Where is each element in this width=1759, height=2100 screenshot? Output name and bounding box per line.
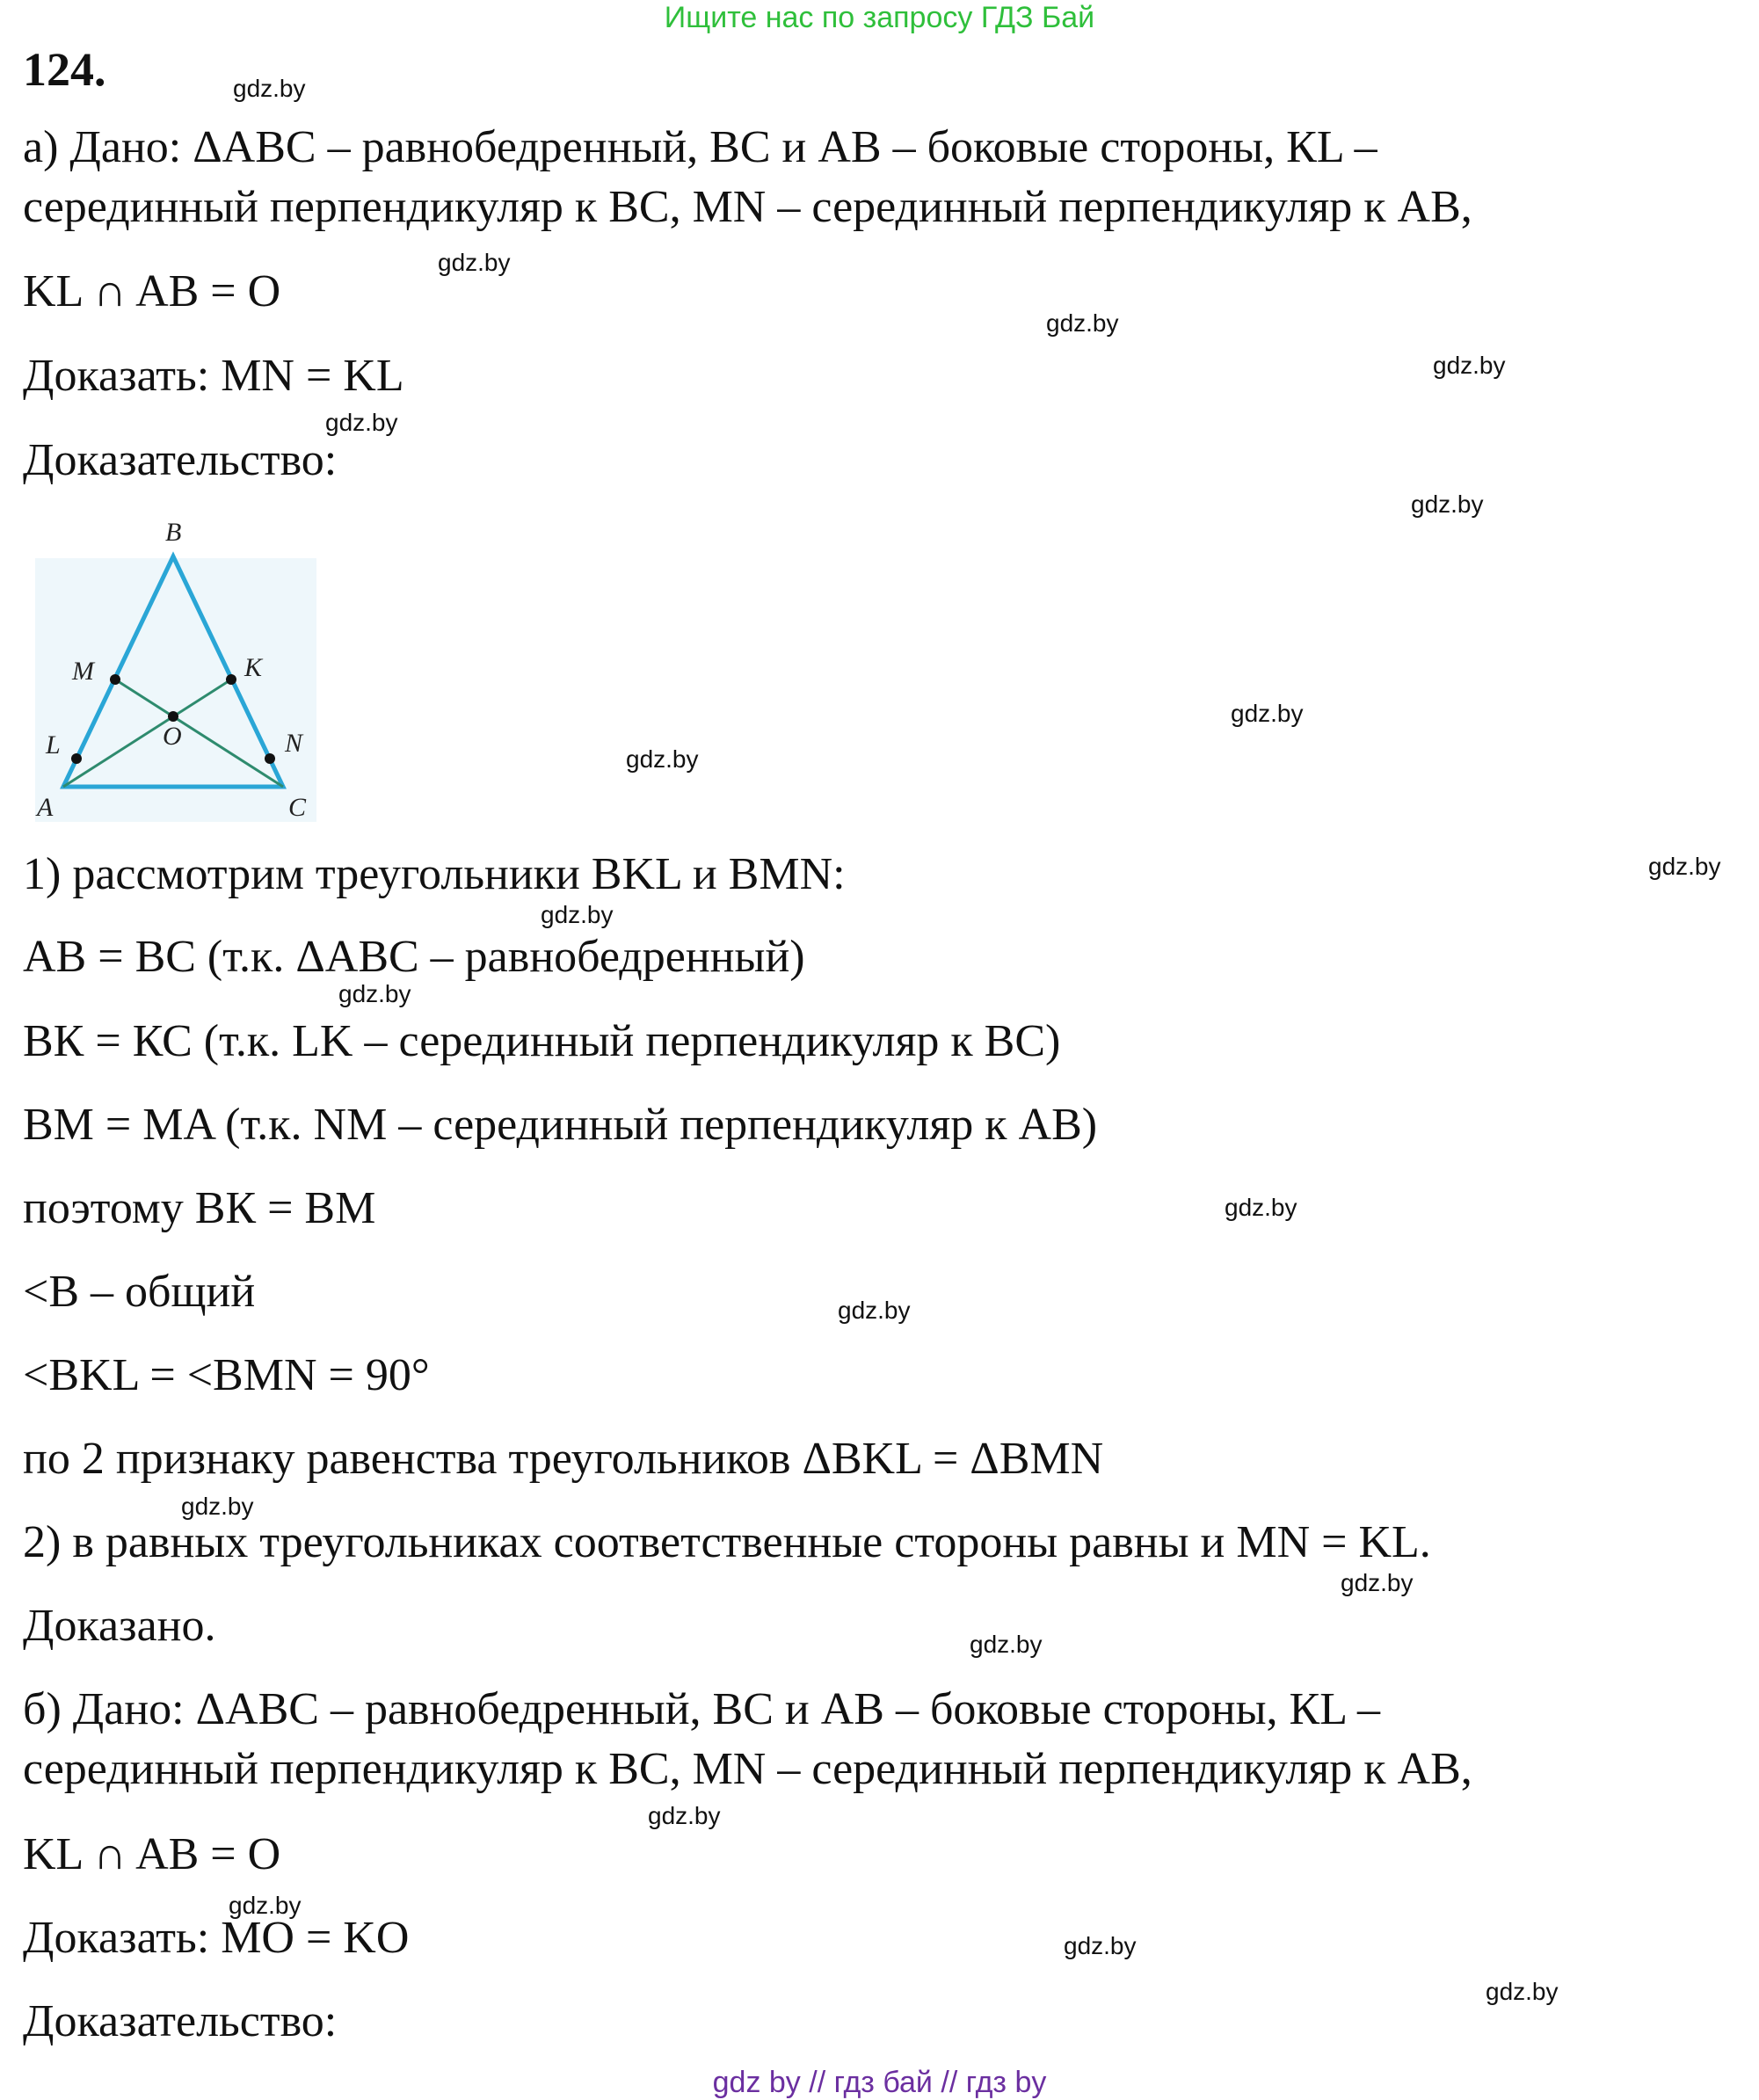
label-n: N — [285, 729, 303, 758]
watermark: gdz.by — [338, 980, 411, 1007]
part-b-given-line-2: серединный перпендикуляр к BC, MN – серединный перпендикуляр к AB, — [23, 1744, 1472, 1794]
part-a-given-line-2: серединный перпендикуляр к BC, MN – серединный перпендикуляр к AB, — [23, 182, 1472, 232]
step-4: BM = MA (т.к. NM – серединный перпендикуляр к AB) — [23, 1100, 1098, 1150]
step-7: <BKL = <BMN = 90° — [23, 1350, 430, 1400]
step-6: <B – общий — [23, 1267, 256, 1317]
site-banner[interactable]: Ищите нас по запросу ГДЗ Бай — [664, 1, 1095, 34]
point-m — [110, 674, 120, 685]
watermark: gdz.by — [970, 1631, 1043, 1658]
label-b: B — [165, 518, 182, 547]
label-k: K — [244, 653, 263, 682]
watermark: gdz.by — [325, 409, 398, 436]
step-1: 1) рассмотрим треугольники BKL и BMN: — [23, 849, 846, 899]
step-10: Доказано. — [23, 1601, 216, 1651]
watermark: gdz.by — [233, 75, 306, 102]
part-b-proof-title: Доказательство: — [23, 1996, 338, 2046]
watermark: gdz.by — [838, 1297, 911, 1324]
watermark: gdz.by — [541, 901, 614, 928]
point-k — [226, 674, 236, 685]
watermark: gdz.by — [1486, 1978, 1559, 2005]
watermark: gdz.by — [626, 745, 699, 773]
label-m: M — [72, 657, 94, 686]
watermark: gdz.by — [1648, 853, 1721, 880]
part-a-given-line-3: KL ∩ AB = O — [23, 266, 281, 316]
point-o — [168, 711, 178, 722]
point-n — [265, 753, 275, 764]
watermark: gdz.by — [648, 1802, 721, 1829]
watermark: gdz.by — [1046, 309, 1119, 337]
part-a-proof-title: Доказательство: — [23, 435, 338, 485]
label-l: L — [46, 730, 61, 759]
watermark: gdz.by — [229, 1892, 302, 1919]
step-2: AB = BC (т.к. ΔABC – равнобедренный) — [23, 932, 805, 982]
watermark: gdz.by — [1433, 352, 1506, 379]
triangle-figure — [26, 514, 325, 826]
part-b-prove: Доказать: MO = KO — [23, 1913, 410, 1963]
watermark: gdz.by — [1411, 490, 1484, 518]
label-o: O — [163, 722, 182, 751]
watermark: gdz.by — [1064, 1932, 1137, 1959]
watermark: gdz.by — [1225, 1194, 1297, 1221]
label-c: C — [288, 793, 307, 822]
watermark: gdz.by — [181, 1493, 254, 1520]
step-5: поэтому BК = BM — [23, 1183, 376, 1233]
step-8: по 2 признаку равенства треугольников ΔBKL = ΔBMN — [23, 1434, 1104, 1484]
part-a-prove: Доказать: MN = KL — [23, 351, 404, 401]
step-9: 2) в равных треугольниках соответственные стороны равны и MN = KL. — [23, 1517, 1431, 1567]
step-3: BК = КС (т.к. LK – серединный перпендикуляр к BC) — [23, 1016, 1061, 1066]
watermark: gdz.by — [1341, 1569, 1414, 1596]
label-a: A — [37, 793, 54, 822]
problem-number: 124. — [23, 43, 106, 96]
point-l — [71, 753, 82, 764]
footer-links[interactable]: gdz by // гдз бай // гдз by — [712, 2066, 1047, 2099]
part-b-given-line-1: б) Дано: ΔABC – равнобедренный, BC и AB – боковые стороны, КL – — [23, 1684, 1381, 1734]
watermark: gdz.by — [1231, 700, 1304, 727]
part-b-given-line-3: KL ∩ AB = O — [23, 1829, 281, 1879]
part-a-given-line-1: а) Дано: ΔABC – равнобедренный, BC и AB – боковые стороны, КL – — [23, 122, 1377, 172]
watermark: gdz.by — [438, 249, 511, 276]
